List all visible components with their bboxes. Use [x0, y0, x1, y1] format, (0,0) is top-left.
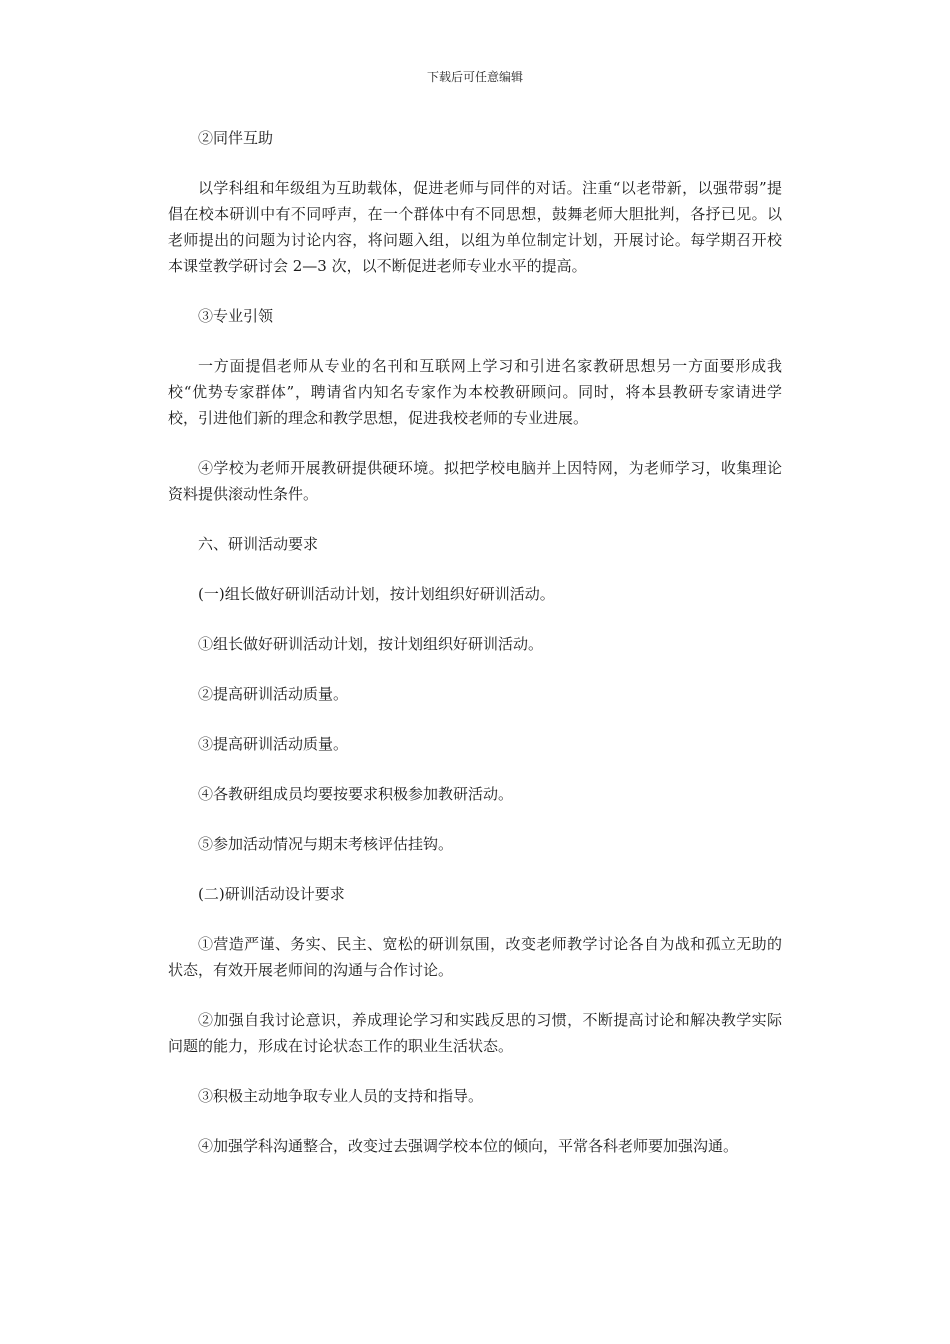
header-note: 下载后可任意编辑	[426, 70, 523, 84]
subsection-heading-plan: (一)组长做好研训活动计划，按计划组织好研训活动。	[198, 585, 555, 603]
list-item: ②提高研训活动质量。	[198, 685, 349, 703]
subsection-heading-design: (二)研训活动设计要求	[198, 885, 345, 903]
list-item: ④加强学科沟通整合，改变过去强调学校本位的倾向，平常各科老师要加强沟通。	[198, 1137, 739, 1155]
list-item: ⑤参加活动情况与期末考核评估挂钩。	[198, 835, 454, 853]
list-item: ②加强自我讨论意识，养成理论学习和实践反思的习惯，不断提高讨论和解决教学实际问题的能力，形成在讨论状态工作的职业生活状态。	[168, 1011, 782, 1055]
paragraph-hardware-environment: ④学校为老师开展教研提供硬环境。拟把学校电脑并上因特网，为老师学习，收集理论资料提供滚动性条件。	[168, 459, 782, 503]
paragraph-professional-lead-body: 一方面提倡老师从专业的名刊和互联网上学习和引进名家教研思想另一方面要形成我校“优势专家群体”，聘请省内知名专家作为本校教研顾问。同时，将本县教研专家请进学校，引进他们新的理念和教学思想，促进我校老师的专业进展。	[168, 357, 782, 427]
list-item: ③积极主动地争取专业人员的支持和指导。	[198, 1087, 484, 1105]
list-item: ③提高研训活动质量。	[198, 735, 349, 753]
list-item: ①营造严谨、务实、民主、宽松的研训氛围，改变老师教学讨论各自为战和孤立无助的状态，有效开展老师间的沟通与合作讨论。	[168, 935, 782, 979]
paragraph-peer-help-body: 以学科组和年级组为互助载体，促进老师与同伴的对话。注重“以老带新，以强带弱”提倡在校本研训中有不同呼声，在一个群体中有不同思想，鼓舞老师大胆批判，各抒已见。以老师提出的问题为讨论内容，将问题入组，以组为单位制定计划，开展讨论。每学期召开校本课堂教学研讨会 2—3 次，以不断促进老师专业水平的提高。	[168, 179, 782, 275]
list-item: ④各教研组成员均要按要求积极参加教研活动。	[198, 785, 514, 803]
document-body	[168, 125, 782, 1159]
list-item: ①组长做好研训活动计划，按计划组织好研训活动。	[198, 635, 544, 653]
section-heading-requirements: 六、研训活动要求	[198, 535, 319, 553]
paragraph-peer-help-heading: ②同伴互助	[198, 129, 274, 147]
paragraph-professional-lead-heading: ③专业引领	[198, 307, 274, 325]
